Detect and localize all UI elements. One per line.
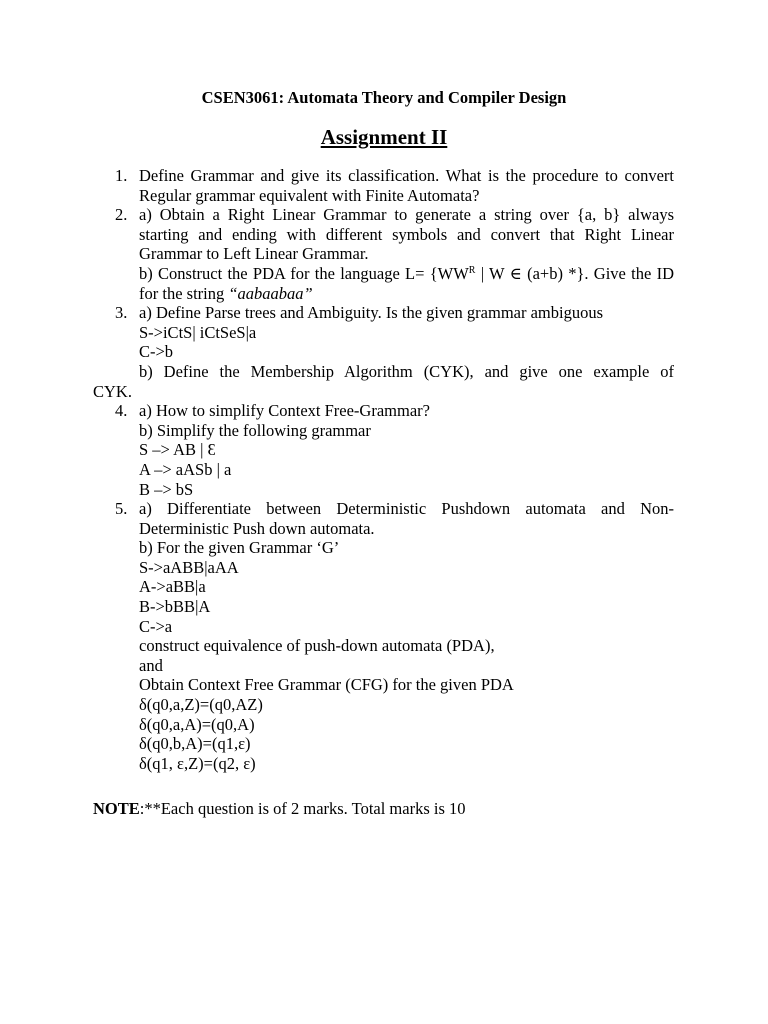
- grammar-rule: B –> bS: [139, 479, 194, 499]
- question-2: [93, 205, 674, 303]
- question-3: [93, 303, 674, 401]
- pda-transition: δ(q1, ε,Z)=(q2, ε): [139, 753, 256, 773]
- question-part-b-continued: CYK.: [93, 381, 132, 401]
- note-text: :**Each question is of 2 marks. Total marks is 10: [139, 799, 466, 818]
- question-list: [93, 166, 674, 773]
- example-string: “aabaabaa”: [228, 283, 313, 303]
- question-part-a: a) How to simplify Context Free-Grammar?: [139, 401, 430, 421]
- part-b-text-2: | W ∈ (a+b) *}. Give the ID for the string: [139, 263, 674, 303]
- question-number: 4.: [115, 401, 128, 421]
- question-part-a: a) Obtain a Right Linear Grammar to generate a string over {a, b} always starting and ending with different symbols and convert that Right Linear Grammar to Left Linear Grammar.: [139, 205, 674, 264]
- grammar-rule: S –> AB | Ɛ: [139, 440, 216, 460]
- question-part-b: b) For the given Grammar ‘G’: [139, 538, 340, 558]
- instruction-line: and: [139, 655, 163, 675]
- question-part-b: b) Simplify the following grammar: [139, 420, 371, 440]
- question-number: 2.: [115, 205, 128, 225]
- instruction-line: construct equivalence of push-down automata (PDA),: [139, 636, 495, 656]
- grammar-rule: C->a: [139, 616, 173, 636]
- grammar-rule: A->aBB|a: [139, 577, 206, 597]
- pda-transition: δ(q0,a,Z)=(q0,AZ): [139, 695, 263, 715]
- question-part-b: [139, 264, 674, 303]
- question-5: [93, 499, 674, 773]
- part-b-text-1: b) Construct the PDA for the language L= {WW: [139, 263, 469, 283]
- note: [93, 799, 466, 819]
- question-number: 3.: [115, 303, 128, 323]
- grammar-rule: S->iCtS| iCtSeS|a: [139, 322, 257, 342]
- question-number: 5.: [115, 499, 128, 519]
- grammar-rule: B->bBB|A: [139, 597, 211, 617]
- instruction-line: Obtain Context Free Grammar (CFG) for the given PDA: [139, 675, 514, 695]
- grammar-rule: C->b: [139, 342, 174, 362]
- grammar-rule: A –> aASb | a: [139, 459, 232, 479]
- assignment-title: Assignment II: [320, 125, 448, 149]
- question-4: [93, 401, 674, 499]
- question-part-a: a) Define Parse trees and Ambiguity. Is the given grammar ambiguous: [139, 303, 604, 323]
- superscript-r: R: [468, 264, 476, 276]
- question-text: Define Grammar and give its classification. What is the procedure to convert Regular grammar equivalent with Finite Automata?: [139, 166, 674, 205]
- question-part-a: a) Differentiate between Deterministic Pushdown automata and Non-Deterministic Push down automata.: [139, 499, 674, 538]
- question-number: 1.: [115, 166, 128, 185]
- pda-transition: δ(q0,b,A)=(q1,ε): [139, 734, 251, 754]
- question-1: [93, 166, 674, 205]
- note-label: NOTE: [93, 799, 140, 818]
- grammar-rule: S->aABB|aAA: [139, 557, 239, 577]
- question-part-b: b) Define the Membership Algorithm (CYK), and give one example of: [139, 361, 674, 381]
- course-title: CSEN3061: Automata Theory and Compiler Design: [201, 88, 567, 107]
- pda-transition: δ(q0,a,A)=(q0,A): [139, 714, 255, 734]
